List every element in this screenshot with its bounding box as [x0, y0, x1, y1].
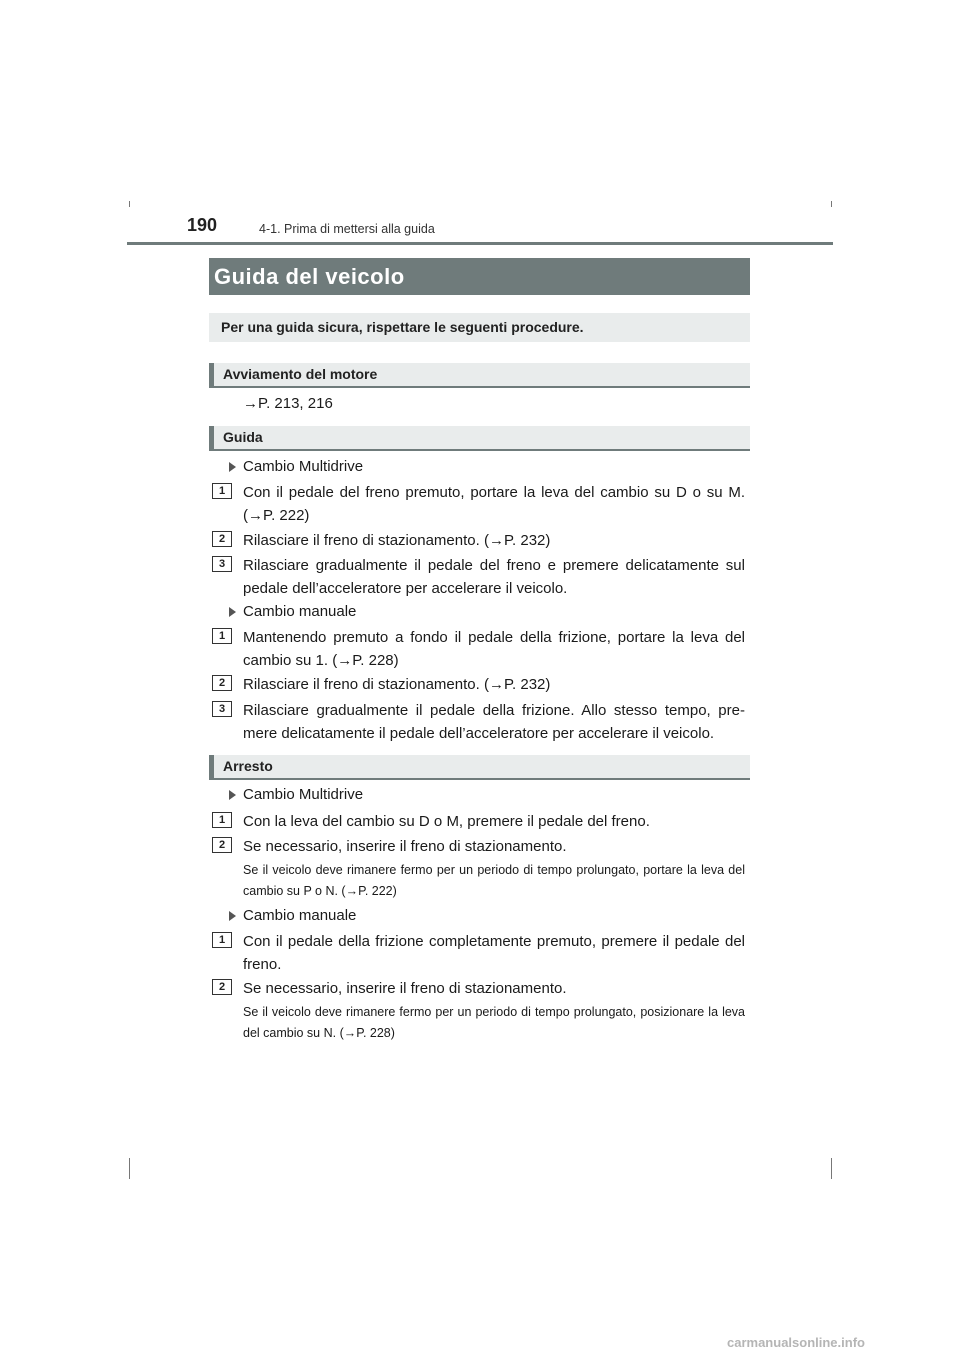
driving-manual-step-2: Rilasciare il freno di stazionamento. (→P. 232): [243, 676, 551, 693]
driving-manual-step-1: Mantenendo premuto a fondo il pedale della frizione, portare la leva del cambio su 1. (→P. 228): [243, 629, 745, 669]
crop-mark: [129, 1158, 130, 1179]
triangle-bullet-icon: [229, 462, 236, 472]
heading-stopping: Arresto: [209, 755, 750, 780]
stopping-manual-note: Se il veicolo deve rimanere fermo per un periodo di tempo prolungato, posizionare la leva del cambio su N. (→P. 228): [243, 1005, 745, 1040]
triangle-bullet-icon: [229, 911, 236, 921]
driving-manual-step-3: Rilasciare gradualmente il pedale della frizione. Allo stesso tempo, pre-mere delicatamente il pedale dell’acceleratore per accelerare il veicolo.: [243, 702, 745, 742]
page-number: 190: [187, 215, 218, 235]
step-number: 3: [212, 701, 232, 717]
stopping-multidrive-note: Se il veicolo deve rimanere fermo per un periodo di tempo prolungato, portare la leva del cambio su P o N. (→P. 222): [243, 863, 745, 898]
step-number: 2: [212, 531, 232, 547]
heading-driving: Guida: [209, 426, 750, 451]
page-title: Guida del veicolo: [209, 258, 750, 295]
stopping-multidrive-label: Cambio Multidrive: [243, 786, 364, 803]
intro-banner: Per una guida sicura, rispettare le seguenti procedure.: [209, 313, 750, 342]
driving-multidrive-label: Cambio Multidrive: [243, 458, 364, 475]
step-number: 2: [212, 675, 232, 691]
driving-multidrive-step-2: Rilasciare il freno di stazionamento. (→P. 232): [243, 532, 551, 549]
step-number: 1: [212, 483, 232, 499]
crop-mark: [831, 1158, 832, 1179]
heading-starting: Avviamento del motore: [209, 363, 750, 388]
crop-mark: [831, 201, 832, 207]
step-number: 1: [212, 812, 232, 828]
triangle-bullet-icon: [229, 790, 236, 800]
step-number: 1: [212, 628, 232, 644]
driving-manual-label: Cambio manuale: [243, 603, 357, 620]
step-number: 2: [212, 979, 232, 995]
header-rule: [127, 242, 833, 245]
crop-mark: [129, 201, 130, 207]
stopping-manual-step-2: Se necessario, inserire il freno di stazionamento.: [243, 980, 567, 997]
driving-multidrive-step-3: Rilasciare gradualmente il pedale del freno e premere delicatamente sul pedale dell’acceleratore per accelerare il veicolo.: [243, 557, 745, 597]
stopping-multidrive-step-1: Con la leva del cambio su D o M, premere il pedale del freno.: [243, 813, 650, 830]
starting-ref: →P. 213, 216: [243, 395, 333, 412]
stopping-manual-step-1: Con il pedale della frizione completamente premuto, premere il pedale del freno.: [243, 933, 745, 973]
step-number: 3: [212, 556, 232, 572]
stopping-multidrive-step-2: Se necessario, inserire il freno di stazionamento.: [243, 838, 567, 855]
triangle-bullet-icon: [229, 607, 236, 617]
watermark: carmanualsonline.info: [727, 1335, 865, 1350]
stopping-manual-label: Cambio manuale: [243, 907, 357, 924]
driving-multidrive-step-1: Con il pedale del freno premuto, portare la leva del cambio su D o su M. (→P. 222): [243, 484, 745, 524]
section-label: 4-1. Prima di mettersi alla guida: [259, 222, 435, 236]
step-number: 2: [212, 837, 232, 853]
step-number: 1: [212, 932, 232, 948]
